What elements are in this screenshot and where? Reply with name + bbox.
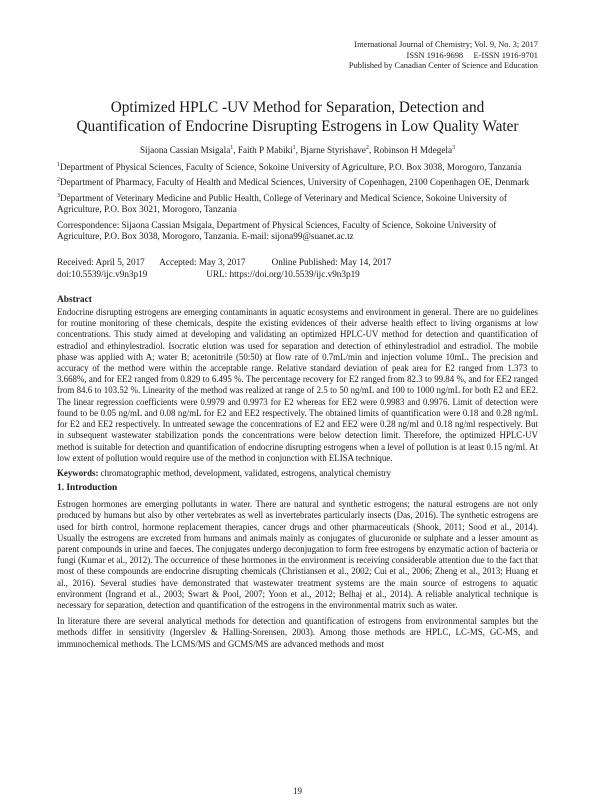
journal-header bbox=[57, 40, 538, 72]
journal-publisher-line: Published by Canadian Center of Science and Education bbox=[348, 61, 538, 70]
author-affil-mark: 1 bbox=[292, 144, 296, 151]
title-line: Optimized HPLC -UV Method for Separation, Detection and bbox=[110, 98, 485, 116]
affiliation-mark: 3 bbox=[57, 192, 60, 199]
published-date: Online Published: May 14, 2017 bbox=[271, 257, 392, 268]
author-list: Sijaona Cassian Msigala$^1$, Faith P Mabiki$^1$, Bjarne Styrishave$^2$, Robinson H Mdegela$^3$ bbox=[139, 144, 456, 155]
affiliation bbox=[57, 162, 538, 174]
keywords-label: Keywords: bbox=[57, 467, 99, 478]
author-affil-mark: 1 bbox=[230, 144, 234, 151]
doi[interactable]: doi:10.5539/ijc.v9n3p19 bbox=[57, 269, 148, 280]
author-affil-mark: 2 bbox=[365, 144, 369, 151]
intro-paragraph: In literature there are several analytical methods for detection and quantification of estrogens from environmental samples but the methods differ in sensitivity (Ingerslev & Halling-Sorensen, 2003). Among those methods are HPLC, LC-MS, GC-MS, and immunochemical methods. The LCMS/MS and GCMS/MS are advanced methods and most bbox=[57, 616, 538, 649]
journal-issn-line: ISSN 1916-9698 E-ISSN 1916-9701 bbox=[406, 50, 538, 60]
accepted-date: Accepted: May 3, 2017 bbox=[159, 257, 246, 268]
author-name: Robinson H Mdegela bbox=[373, 144, 453, 155]
author-name: Faith P Mabiki bbox=[237, 144, 293, 155]
title-line: Quantification of Endocrine Disrupting Estrogens in Low Quality Water bbox=[76, 117, 519, 135]
affiliation-mark: 2 bbox=[57, 177, 60, 184]
article-dates bbox=[57, 256, 538, 280]
article-url[interactable]: URL: https://doi.org/10.5539/ijc.v9n3p19 bbox=[206, 269, 360, 280]
author-affil-mark: 3 bbox=[452, 144, 456, 151]
received-date: Received: April 5, 2017 bbox=[57, 257, 145, 268]
abstract-heading: Abstract bbox=[57, 295, 92, 306]
author-name: Bjarne Styrishave bbox=[300, 144, 366, 155]
affiliation-mark: 1 bbox=[57, 161, 60, 168]
abstract-text: Endocrine disrupting estrogens are emerging contaminants in aquatic ecosystems and environment in general. There are no guidelines for routine monitoring of these chemicals, despite the existing evidences of their adverse health effect to living organisms at low concentrations. This study aimed at developing and validating an optimized HPLC-UV method for detection and quantification of estradiol and ethinylestradiol. Isocratic elution was used for separation and detection of ethinylestradiol and estradiol. The mobile phase was applied with A; water B; acetonitrile (50:50) at flow rate of 0.7mL/min and injection volume 10mL. The precision and accuracy of the method were within the acceptable range. Relative standard deviation of peak area for E2 ranged from 1.373 to 3.668%, and for EE2 ranged from 0.829 to 6.495 %. The percentage recovery for E2 ranged from 82.3 to 99.84 %, and for EE2 ranged from 84.6 to 103.52 %. Linearity of the method was realized at range of 2.5 to 50 ng/mL and 100 to 1000 ng/mL for both E2 and EE2. The linear regression coefficients were 0.9979 and 0.9973 for E2 whereas for EE2 were 0.9983 and 0.9976. Limit of detection were found to be 0.05 ng/mL and 0.08 ng/mL for E2 and EE2 respectively. The obtained limits of quantification were 0.18 and 0.28 ng/mL for E2 and EE2 respectively. In untreated sewage the concentrations of E2 and EE2 were 0.28 ng/ml and 0.18 ng/ml respectively. But in subsequent wastewater stabilization ponds the concentrations were below detection limit. Therefore, the optimized HPLC-UV method is suitable for detection and quantification of endocrine disrupting estrogens when a level of pollution is at least 0.15 ng/ml. At low extent of pollution would require use of the method in conjunction with ELISA technique. bbox=[57, 307, 538, 463]
introduction-heading: 1. Introduction bbox=[57, 483, 118, 494]
intro-paragraph: Estrogen hormones are emerging pollutants in water. There are natural and synthetic estrogens; the natural estrogens are not only produced by humans but also by other vertebrates as well as invertebrates particularly insects (Das, 2016). The synthetic estrogens are used for birth control, hormone replacement therapies, cancer drugs and other pharmaceuticals (Shook, 2011; Sood et al., 2014). Usually the estrogens are excreted from humans and animals mainly as conjugates of glucuronide or sulphate and a lesser amount as parent compounds in urine and faeces. The conjugates undergo deconjugation to form free estrogens by enzymatic action of bacteria or fungi (Kumar et al., 2012). The occurrence of these hormones in the environment is receiving considerable attention due to the fact that most of these compounds are endocrine disrupting chemicals (Christiansen et al., 2002; Cui et al., 2006; Zheng et al., 2013; Huang et al., 2016). Several studies have demonstrated that wastewater treatment systems are the main source of estrogens to aquatic environment (Ingrand et al., 2003; Swart & Pool, 2007; Yoon et al., 2012; Belhaj et al., 2014). A reliable analytical technique is necessary for separation, detection and quantification of the estrogens in the environmental matrix such as water. bbox=[57, 499, 538, 610]
page-number: 19 bbox=[293, 786, 302, 796]
affiliation bbox=[57, 193, 538, 216]
paper-title bbox=[57, 98, 538, 136]
journal-info-line: International Journal of Chemistry; Vol. 9, No. 3; 2017 bbox=[354, 40, 538, 49]
author-name: Sijaona Cassian Msigala bbox=[139, 144, 231, 155]
affiliation-text: Department of Veterinary Medicine and Public Health, College of Veterinary and Medical Science, Sokoine University of Agriculture, P.O. Box 3021, Morogoro, Tanzania bbox=[57, 192, 507, 215]
affiliations bbox=[57, 162, 538, 244]
page-content bbox=[57, 40, 538, 650]
keywords-text: chromatographic method, development, validated, estrogens, analytical chemistry bbox=[100, 467, 391, 478]
affiliation-text: Department of Physical Sciences, Faculty of Science, Sokoine University of Agriculture, P.O. Box 3038, Morogoro, Tanzania bbox=[60, 161, 522, 172]
affiliation-text: Department of Pharmacy, Faculty of Health and Medical Sciences, University of Copenhagen, 2100 Copenhagen OE, Denmark bbox=[60, 177, 530, 188]
correspondence: Correspondence: Sijaona Cassian Msigala, Department of Physical Sciences, Faculty of Science, Sokoine University of Agriculture, P.O. Box 3038, Morogoro, Tanzania. E-mail: sijona99@suanet.ac.tz bbox=[57, 219, 497, 242]
affiliation bbox=[57, 177, 538, 189]
keywords bbox=[57, 468, 538, 479]
